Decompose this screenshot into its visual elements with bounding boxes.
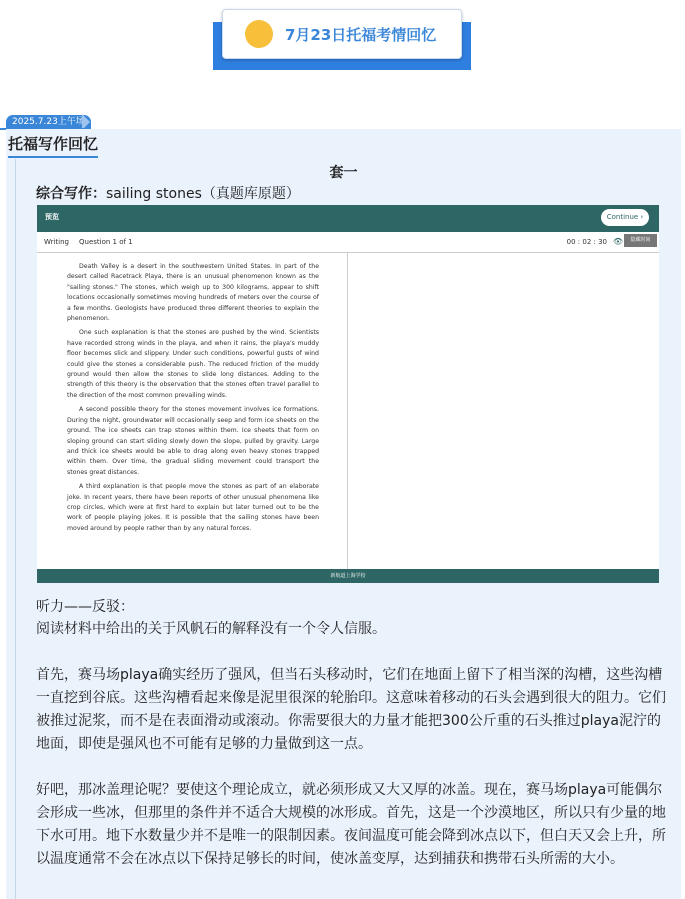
task-line <box>36 183 300 203</box>
writing-label: Writing <box>44 238 69 246</box>
passage-paragraph: A third explanation is that people move the stones as part of an elaborate joke. In recent years, there have been reports of other unusual phenomena like crop circles, which were at first hard to explain but later turned out to be the work of people playing jokes. It is possible that the sailing stones have been moved around by people rather than by any natural forces. <box>67 483 319 532</box>
task-prefix: 综合写作： <box>36 186 106 202</box>
reading-passage <box>67 262 319 538</box>
body-paragraph-1: 首先，赛马场playa确实经历了强风，但当石头移动时，它们在地面上留下了相当深的沟槽，这些沟槽一直挖到谷底。这些沟槽看起来像是泥里很深的轮胎印。这意味着移动的石头会遇到很大的阻力。它们被推过泥浆，而不是在表面滑动或滚动。你需要很大的力量才能把300公斤重的石头推过playa泥泞的地面，即使是强风也不可能有足够的力量做到这一点。 <box>36 667 666 752</box>
continue-button[interactable]: Continue › <box>601 209 649 226</box>
reading-pane <box>37 252 348 569</box>
passage-paragraph: Death Valley is a desert in the southwestern United States. In part of the desert called Racetrack Playa, there is an unusual phenomenon known as the "sailing stones." The stones, which weigh up to 300 kilograms, appear to shift locations occasionally sometimes moving hundreds of meters over the course of a few months. Geologists have produced three different theories to explain the phenomenon. <box>67 263 319 323</box>
divider <box>15 159 16 899</box>
question-label: Question 1 of 1 <box>79 238 133 246</box>
session-date-tab: 2025.7.23上午场 <box>6 115 91 129</box>
preview-label: 预览 <box>45 213 59 221</box>
screenshot-top-bar <box>37 205 659 232</box>
circle-icon <box>245 20 273 48</box>
exam-screenshot <box>37 205 659 583</box>
listening-summary: 阅读材料中给出的关于风帆石的解释没有一个令人信服。 <box>36 621 386 637</box>
header-title: 7月23日托福考情回忆 <box>285 25 437 44</box>
section-title: 托福写作回忆 <box>8 133 98 158</box>
screenshot-footer: 新航道上海学校 <box>37 569 659 583</box>
set-label: 套一 <box>329 165 358 181</box>
body-paragraph-2: 好吧，那冰盖理论呢？要使这个理论成立，就必须形成又大又厚的冰盖。现在，赛马场playa可能偶尔会形成一些冰，但那里的条件并不适合大规模的冰形成。首先，这是一个沙漠地区，所以只有少量的地下水可用。地下水数量少并不是唯一的限制因素。夜间温度可能会降到冰点以下，但白天又会上升，所以温度通常不会在冰点以下保持足够长的时间，使冰盖变厚，达到捕获和携带石头所需的大小。 <box>36 782 666 867</box>
listening-title: 听力——反驳： <box>36 599 134 615</box>
passage-paragraph: One such explanation is that the stones are pushed by the wind. Scientists have recorded strong winds in the playa, and when it rains, the playa's muddy floor becomes slick and slippery. Under such conditions, powerful gusts of wind could give the stones a considerable push. The reduced friction of the muddy ground would then allow the stones to slide long distances. Adding to the strength of this theory is the observation that the stones often travel parallel to the direction of the most common prevailing winds. <box>67 329 319 399</box>
passage-paragraph: A second possible theory for the stones movement involves ice formations. During the night, groundwater will occasionally seep and form ice sheets on the ground. The ice sheets can trap stones within them. Ice sheets that form on sloping ground can start sliding slowly down the slope, pulled by gravity. Large and thick ice sheets would be able to drag along even heavy stones trapped within them. Over time, the gradual sliding movement could transport the stones great distances. <box>67 406 319 476</box>
task-name: sailing stones（真题库原题） <box>106 186 300 202</box>
content-panel <box>6 129 681 899</box>
screenshot-info-bar <box>37 232 659 253</box>
eye-icon[interactable]: 👁 <box>612 237 623 246</box>
hide-time-button[interactable]: 隐藏时间 <box>624 234 657 247</box>
header-badge <box>222 9 462 59</box>
timer: 00 : 02 : 30 <box>566 238 607 246</box>
